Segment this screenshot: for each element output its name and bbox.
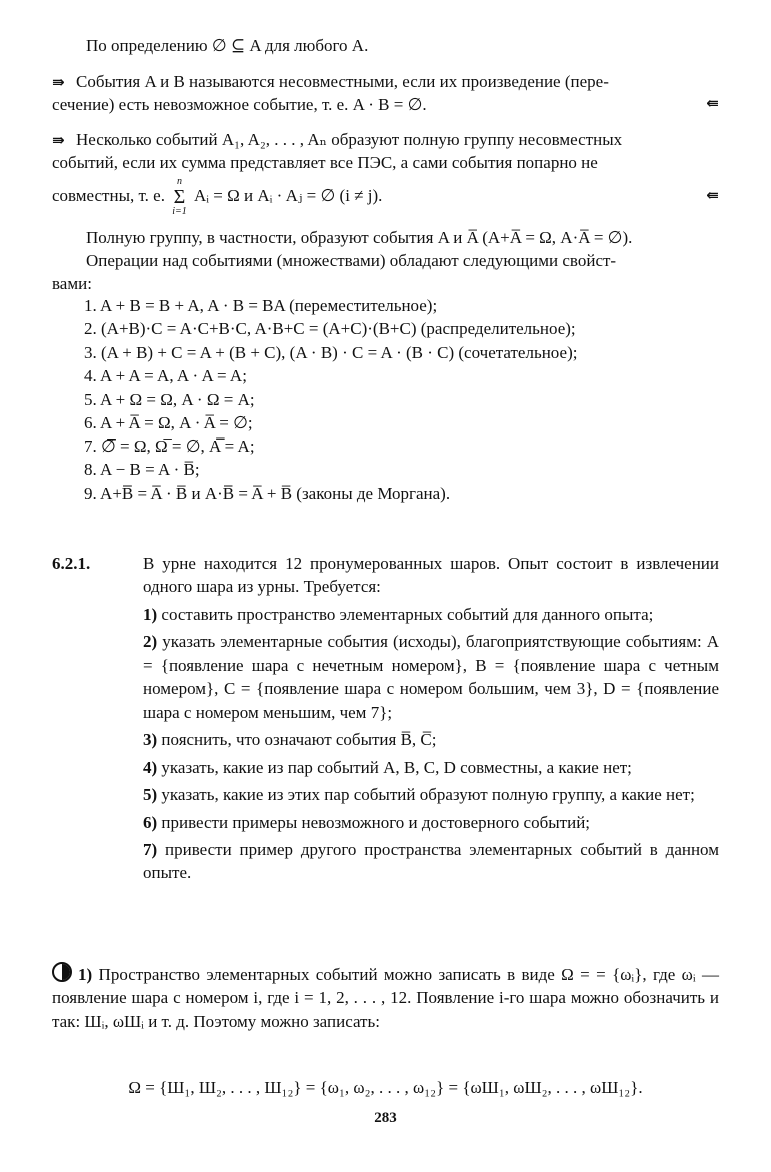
problem-item-6: 6) привести примеры невозможного и достоверного событий;	[143, 812, 591, 832]
definition-end-arrow-icon: ⇚	[706, 94, 719, 113]
definition-incompatible-events: ⇛ События A и B называются несовместными, если их произведение (пере- сечение) есть невозможное событие, т. е. A · B = ∅. ⇚	[52, 72, 719, 115]
problem-item-7: 7) привести пример другого пространства элементарных событий в данном опыте.	[143, 839, 719, 883]
property-item: 7. ∅̅ = Ω, Ω̅ = ∅, A̿ = A;	[84, 436, 255, 456]
properties-list	[52, 294, 719, 505]
definition-empty-set: По определению ∅ ⊆ A для любого A.	[86, 36, 369, 55]
property-item: 5. A + Ω = Ω, A · Ω = A;	[84, 389, 255, 409]
problem-item-5: 5) указать, какие из этих пар событий образуют полную группу, а какие нет;	[143, 785, 695, 805]
property-item: 2. (A+B)·C = A·C+B·C, A·B+C = (A+C)·(B+C) (распределительное);	[84, 319, 576, 339]
property-item: 4. A + A = A, A · A = A;	[84, 366, 247, 386]
solution-equation: Ω = {Ш₁, Ш₂, . . . , Ш₁₂} = {ω₁, ω₂, . . . , ω₁₂} = {ωШ₁, ωШ₂, . . . , ωШ₁₂}.	[128, 1078, 643, 1097]
problem-item-4: 4) указать, какие из пар событий A, B, C, D совместны, а какие нет;	[143, 757, 632, 777]
problem-statement: В урне находится 12 пронумерованных шаров. Опыт состоит в извлечении одного шара из урны. Требуется: 1) составить пространство элементарных событий для данного опыта; 2) указать элементарные события (исходы), благоприятствующие событиям: A = {появление шара с нечетным номером}, B = {появление шара с четным номером}, C = {появление шара с номером большим, чем 3}, D = {появление шара с номером меньшим, чем 7}; 3) пояснить, что означают события B̅, C̅; 4) указать, какие из пар событий A, B, C, D совместны, а какие нет; 5) указать, какие из этих пар событий образуют полную группу, а какие нет; 6) привести примеры невозможного и достоверного событий; 7) привести пример другого пространства элементарных событий в данном опыте.	[143, 552, 719, 885]
problem-number: 6.2.1.	[52, 554, 91, 573]
property-item: 3. (A + B) + C = A + (B + C), (A · B) · C = A · (B · C) (сочетательное);	[84, 342, 578, 362]
definition-full-group: ⇛ Несколько событий A₁, A₂, . . . , Aₙ образуют полную группу несовместных событий, если их сумма представляет все ПЭС, а сами события попарно не совместны, т. е. n Σ i=1 Aᵢ = Ω и Aᵢ · Aⱼ = ∅ (i ≠ j). ⇚	[52, 130, 719, 217]
problem-item-3: 3) пояснить, что означают события B̅, C̅;	[143, 730, 437, 750]
property-item: 9. A+B̅̅̅̅ = A̅ · B̅ и A·B̅̅̅̅ = A̅ + B̅ (законы де Моргана).	[84, 483, 451, 503]
problem-item-1: 1) составить пространство элементарных событий для данного опыта;	[143, 604, 654, 624]
solution-paragraph: 1) Пространство элементарных событий можно записать в виде Ω = = {ωᵢ}, где ωᵢ — появление шара с номером i, где i = 1, 2, . . . , 12. Появление i-го шара можно обозначить и так: Шᵢ, ωШᵢ и т. д. Поэтому можно записать:	[52, 962, 719, 1033]
summation-symbol: n Σ i=1	[172, 175, 187, 217]
problem-item-2: 2) указать элементарные события (исходы), благоприятствующие событиям: A = {появление шара с нечетным номером}, B = {появление шара с четным номером}, C = {появление шара с номером большим, чем 3}, D = {появление шара с номером меньшим, чем 7};	[143, 632, 719, 722]
property-item: 8. A − B = A · B̅;	[84, 460, 200, 480]
solution-marker-icon	[52, 962, 72, 982]
page-number: 283	[374, 1110, 397, 1126]
operations-intro: Операции над событиями (множествами) обладают следующими свойст- вами:	[52, 251, 617, 294]
property-item: 6. A + A̅ = Ω, A · A̅ = ∅;	[84, 413, 253, 433]
full-group-example: Полную группу, в частности, образуют события A и A̅ (A+A̅ = Ω, A·A̅ = ∅).	[86, 228, 633, 247]
definition-end-arrow-icon: ⇚	[706, 185, 719, 204]
definition-start-arrow-icon: ⇛	[52, 73, 65, 91]
definition-start-arrow-icon: ⇛	[52, 131, 65, 149]
property-item: 1. A + B = B + A, A · B = BA (переместительное);	[84, 296, 438, 315]
